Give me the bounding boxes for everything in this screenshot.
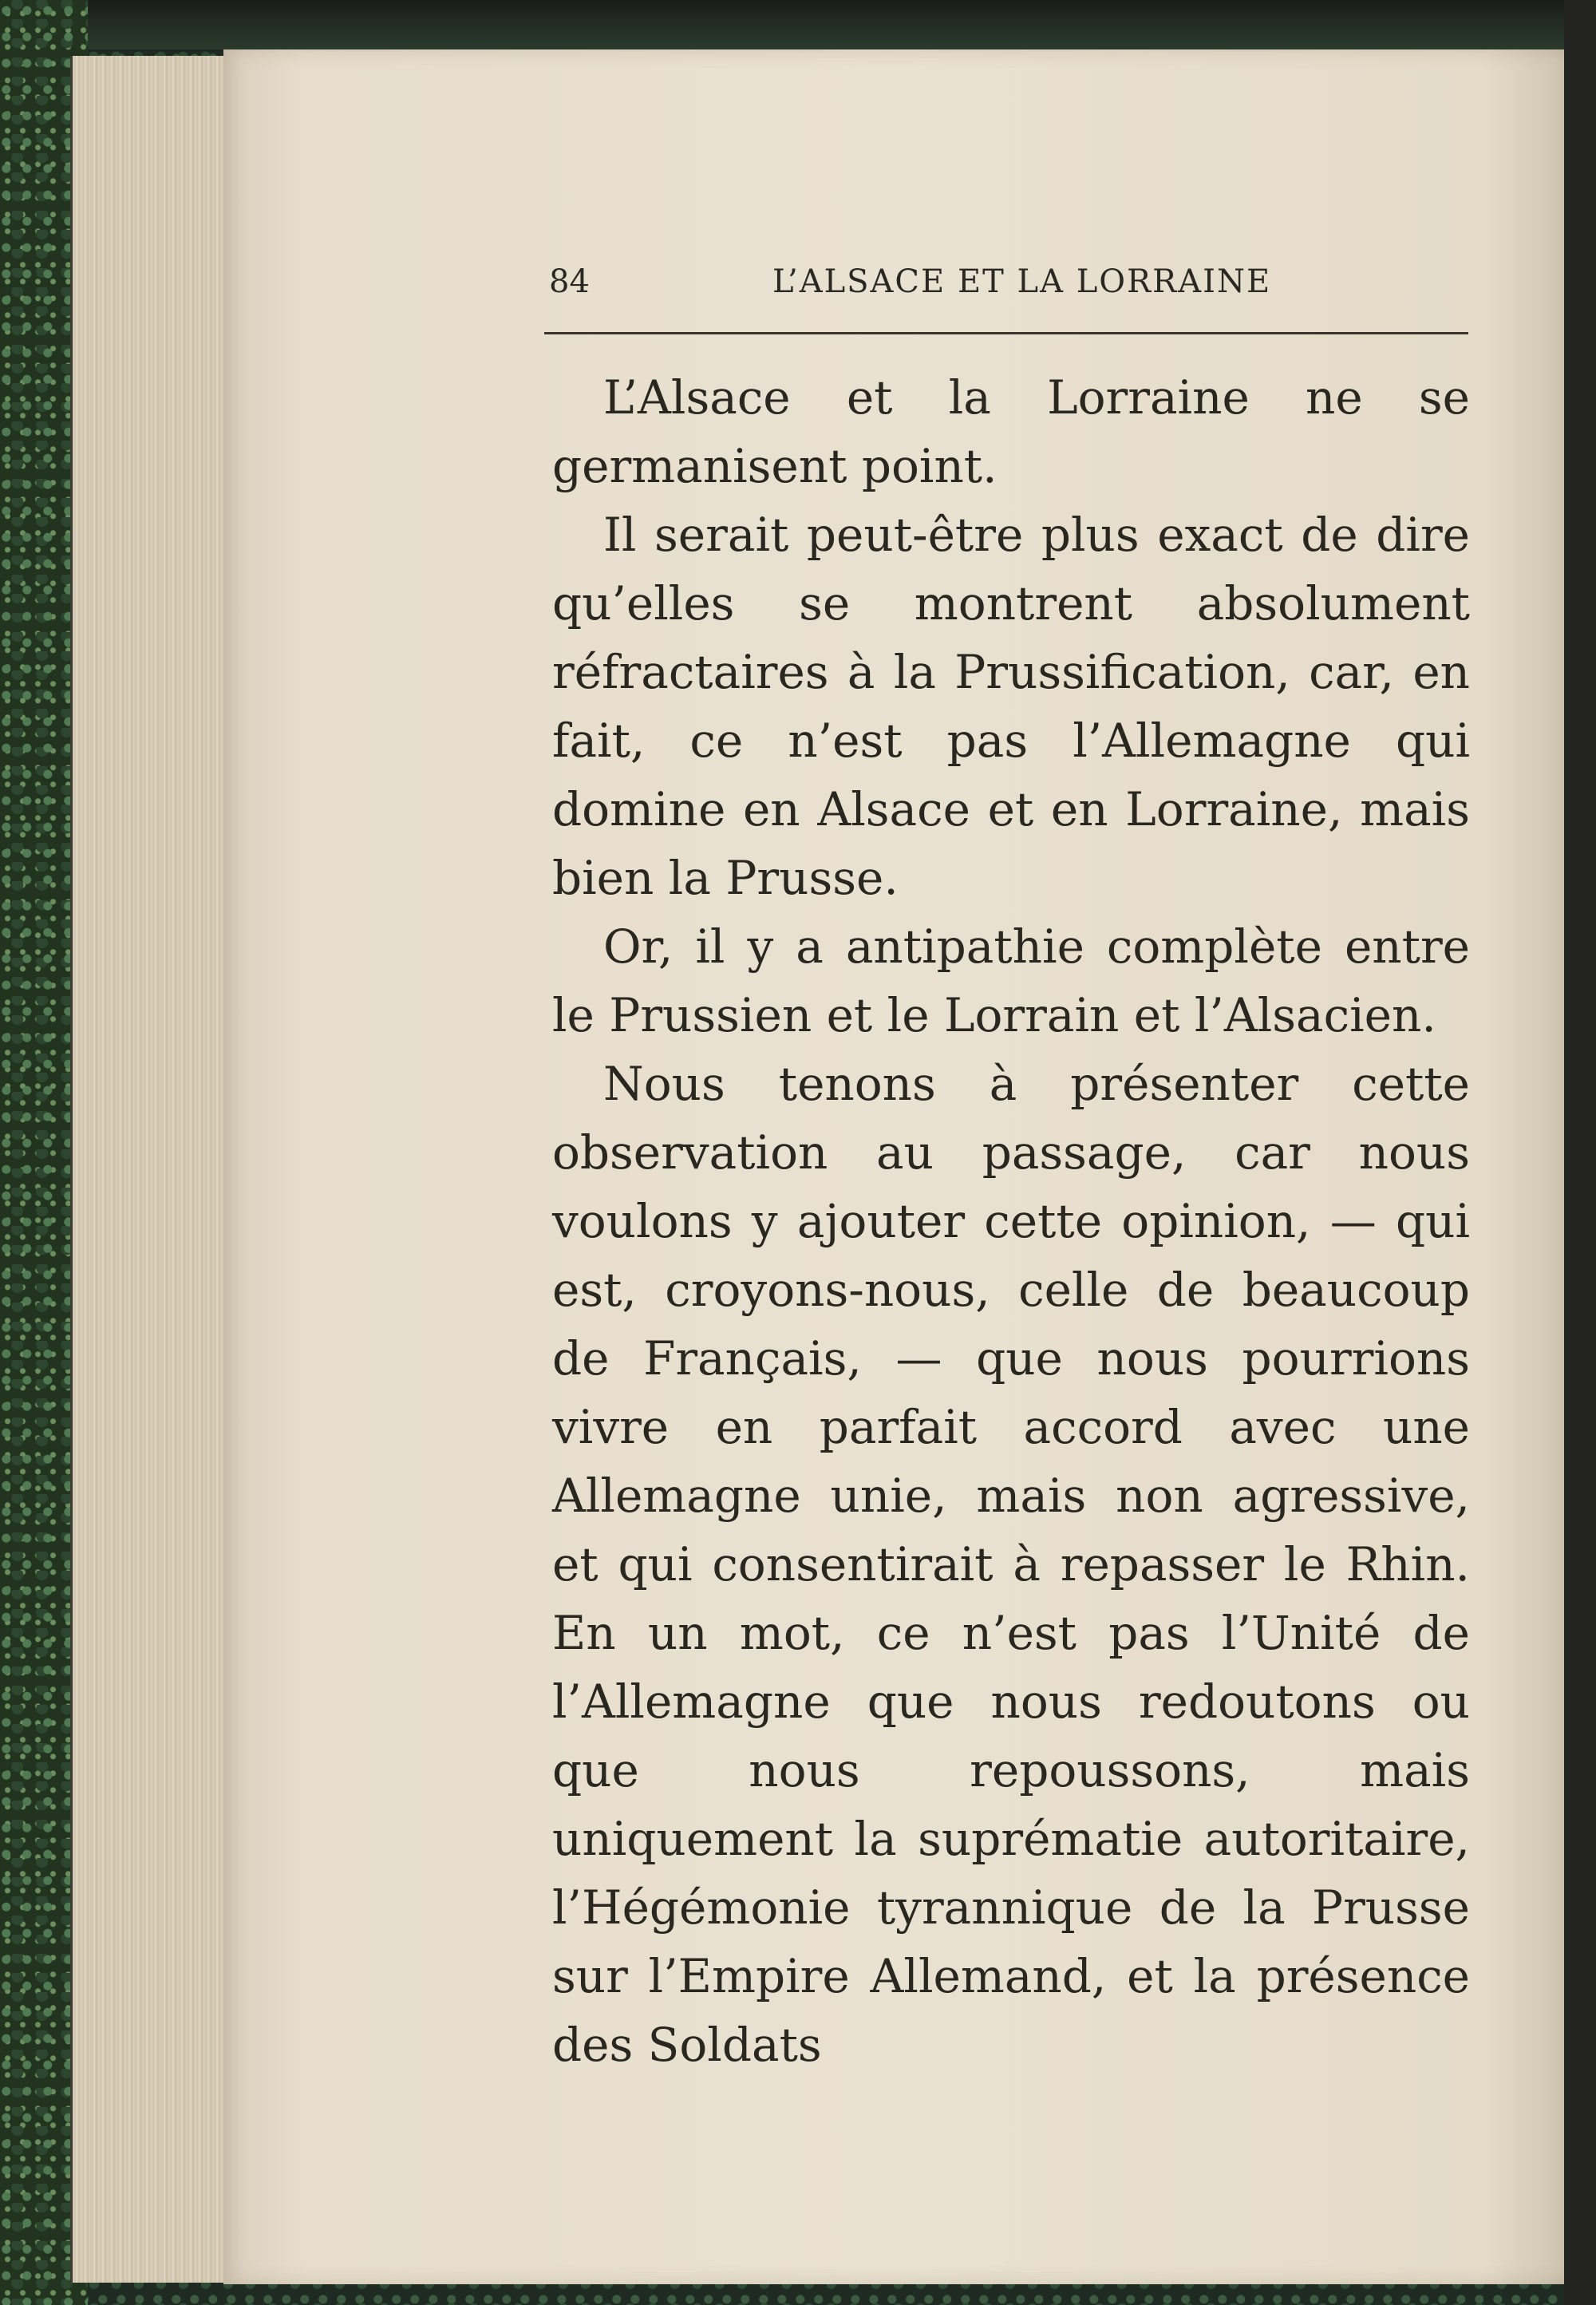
page-number: 84: [549, 263, 590, 300]
paragraph-3: Or, il y a antipathie complète entre le Prussien et le Lorrain et l’Alsacien.: [552, 919, 1470, 1042]
header-rule: [544, 332, 1468, 334]
paragraph-1: L’Alsace et la Lorraine ne se germanisent point.: [552, 370, 1470, 493]
scan-right-edge: [1564, 0, 1596, 2305]
running-title: L’ALSACE ET LA LORRAINE: [772, 263, 1272, 300]
body-text: [552, 363, 1470, 2079]
paragraph-2: Il serait peut-être plus exact de dire qu’elles se montrent absolument réfractaires à la Prussification, car, en fait, ce n’est pas l’Allemagne qui domine en Alsace et en Lorraine, mais bien la Prusse.: [552, 508, 1470, 905]
paragraph-4: Nous tenons à présenter cette observation au passage, car nous voulons y ajouter cette opinion, — qui est, croyons-nous, celle de beaucoup de Français, — que nous pourrions vivre en parfait accord avec une Allemagne unie, mais non agressive, et qui consentirait à repasser le Rhin. En un mot, ce n’est pas l’Unité de l’Allemagne que nous redoutons ou que nous repoussons, mais uniquement la suprématie autoritaire, l’Hégémonie tyrannique de la Prusse sur l’Empire Allemand, et la présence des Soldats: [552, 1057, 1470, 2072]
scan-top-edge: [0, 0, 1596, 49]
